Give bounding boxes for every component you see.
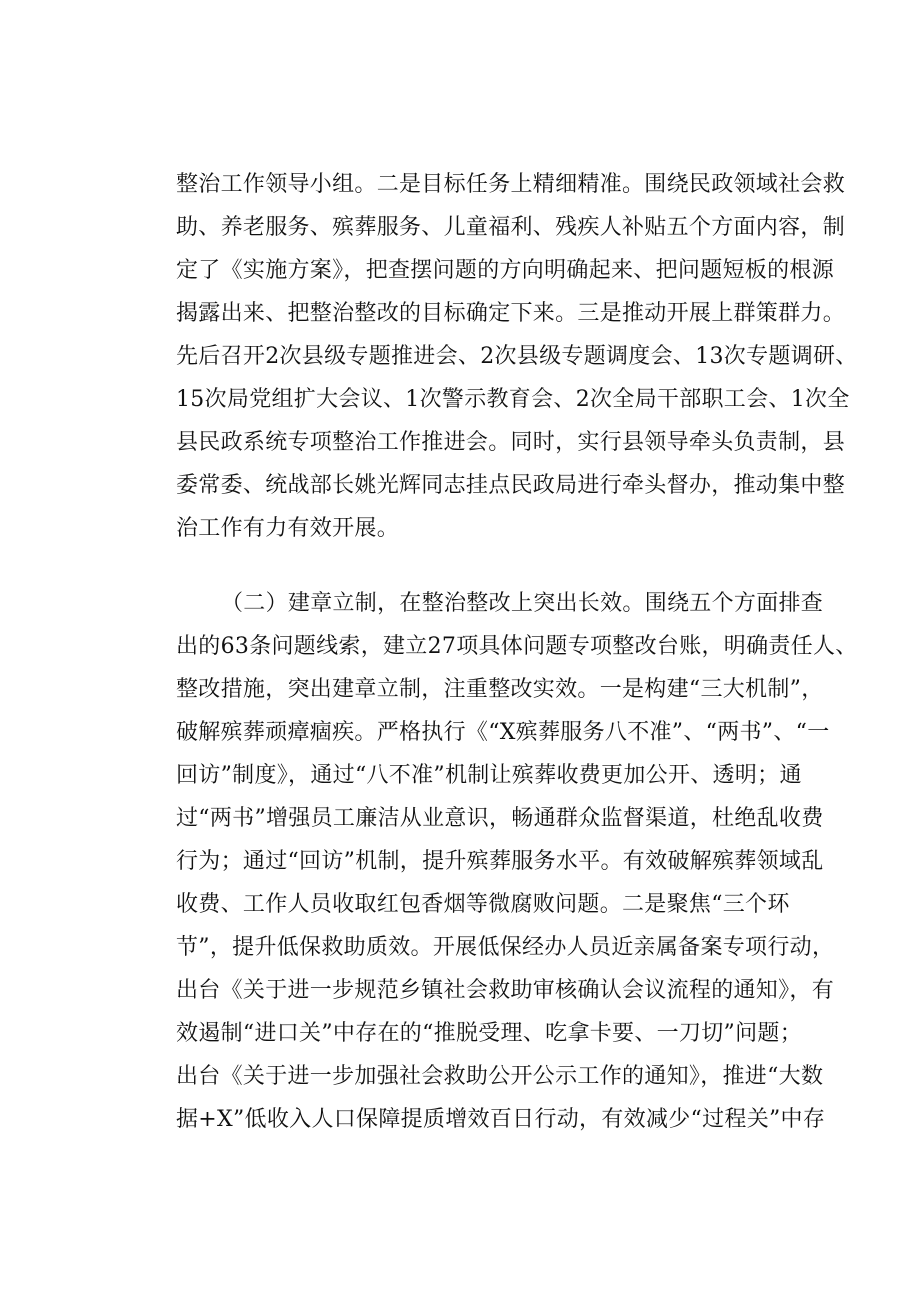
paragraph-line: 出的63条问题线索，建立27项具体问题专项整改台账，明确责任人、 <box>176 634 858 659</box>
paragraph-line: 县民政系统专项整治工作推进会。同时，实行县领导牵头负责制，县 <box>176 430 846 455</box>
paragraph-line: 据+X”低收入人口保障提质增效百日行动，有效减少“过程关”中存 <box>176 1107 826 1132</box>
paragraph-line: 效遏制“进口关”中存在的“推脱受理、吃拿卡要、一刀切”问题； <box>176 1021 802 1046</box>
section-heading-line: （二）建章立制，在整治整改上突出长效。围绕五个方面排查 <box>221 591 824 616</box>
paragraph-line: 行为；通过“回访”机制，提升殡葬服务水平。有效破解殡葬领域乱 <box>176 849 824 874</box>
paragraph-line: 整治工作领导小组。二是目标任务上精细精准。围绕民政领域社会救 <box>176 172 846 197</box>
paragraph-line: 收费、工作人员收取红包香烟等微腐败问题。二是聚焦“三个环 <box>176 892 790 917</box>
paragraph-line: 助、养老服务、殡葬服务、儿童福利、残疾人补贴五个方面内容，制 <box>176 215 846 240</box>
paragraph-line: 15次局党组扩大会议、1次警示教育会、2次全局干部职工会、1次全 <box>176 387 850 412</box>
paragraph-line: 节”，提升低保救助质效。开展低保经办人员近亲属备案专项行动， <box>176 935 835 960</box>
paragraph-line: 出台《关于进一步加强社会救助公开公示工作的通知》，推进“大数 <box>176 1064 824 1089</box>
paragraph-line: 治工作有力有效开展。 <box>176 516 400 541</box>
paragraph-line: 破解殡葬顽瘴痼疾。严格执行《“X殡葬服务八不准”、“两书”、“一 <box>176 720 830 745</box>
paragraph-line: 过“两书”增强员工廉洁从业意识，畅通群众监督渠道，杜绝乱收费 <box>176 806 824 831</box>
paragraph-line: 揭露出来、把整治整改的目标确定下来。三是推动开展上群策群力。 <box>176 301 846 326</box>
paragraph-line: 整改措施，突出建章立制，注重整改实效。一是构建“三大机制”， <box>176 677 824 702</box>
paragraph-line: 回访”制度》，通过“八不准”机制让殡葬收费更加公开、透明；通 <box>176 763 802 788</box>
paragraph-line: 委常委、统战部长姚光辉同志挂点民政局进行牵头督办，推动集中整 <box>176 473 846 498</box>
paragraph-line: 定了《实施方案》，把查摆问题的方向明确起来、把问题短板的根源 <box>176 258 835 283</box>
paragraph-line: 先后召开2次县级专题推进会、2次县级专题调度会、13次专题调研、 <box>176 344 858 369</box>
paragraph-line: 出台《关于进一步规范乡镇社会救助审核确认会议流程的通知》，有 <box>176 978 835 1003</box>
